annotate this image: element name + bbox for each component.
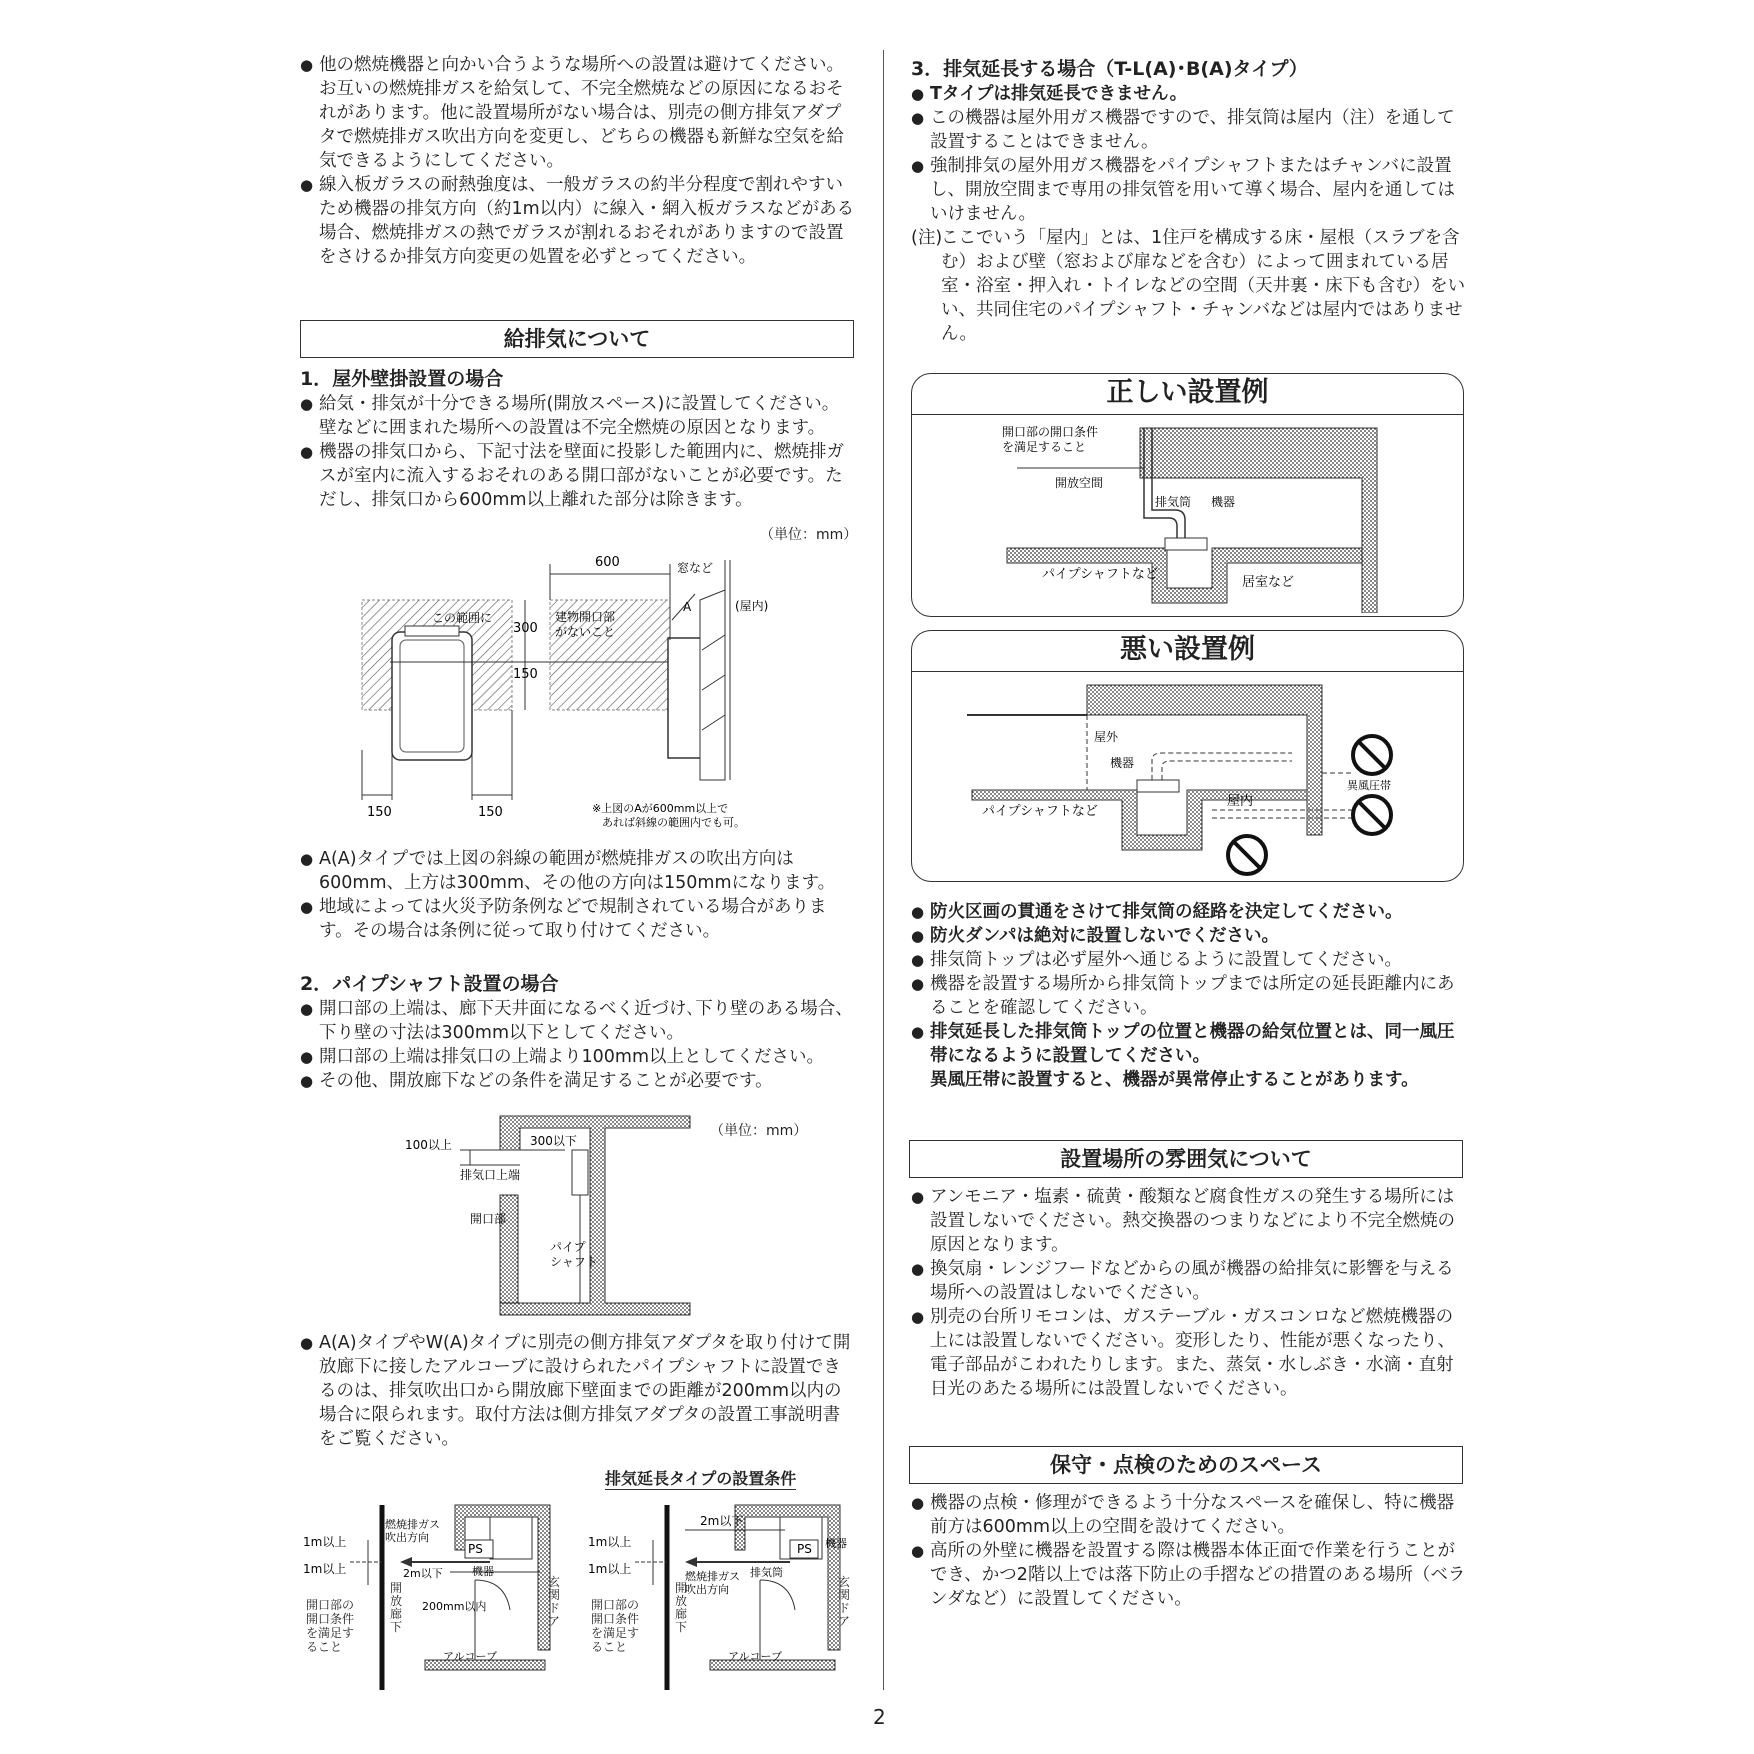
no-icon-upper xyxy=(1353,736,1391,774)
sub2-bullet-3: ● その他、開放廊下などの条件を満足することが必要です。 xyxy=(300,1069,855,1093)
bad-label-indoor: 屋内 xyxy=(1227,794,1254,809)
label-range: この範囲に xyxy=(432,611,493,625)
subsection-3 xyxy=(911,56,1466,346)
ext1-2m: 2m以下 xyxy=(403,1567,443,1580)
dim-150-vertical: 150 xyxy=(513,667,538,682)
sub2-after xyxy=(300,1331,855,1451)
ext1-alcove: アルコーブ xyxy=(443,1650,498,1663)
diagram-note-2: あれば斜線の範囲内でも可。 xyxy=(602,816,745,829)
good-label-pipe: 排気筒 xyxy=(1155,495,1192,509)
section-title-atmosphere: 設置場所の雰囲気について xyxy=(909,1140,1463,1178)
note-text: ここでいう「屋内」とは、1住戸を構成する床・屋根（スラブを含む）および壁（窓および扉などを含む）によって囲まれている居室・浴室・押入れ・トイレなどの空間（天井裏・床下も含む）をいい、共同住宅のパイプシャフト・チャンバなどは屋内ではありません。 xyxy=(941,228,1466,344)
ext2-unit: 機器 xyxy=(825,1537,847,1550)
ext1-door: 玄 関 ド ア xyxy=(548,1575,561,1628)
ext1-gas-2: 吹出方向 xyxy=(385,1531,429,1544)
wall-side xyxy=(700,590,725,780)
pipe-shaft-diagram xyxy=(400,1113,700,1323)
water-heater-side xyxy=(668,638,702,758)
subsection-1-heading: 1．屋外壁掛設置の場合 xyxy=(300,368,504,390)
atmos-bullet-1: ● アンモニア・塩素・硫黄・酸類など腐食性ガスの発生する場所には設置しないでください。熱交換器のつまりなどにより不完全燃焼の原因となります。 xyxy=(911,1185,1466,1257)
atmos-bullet-2: ● 換気扇・レンジフードなどからの風が機器の給排気に影響を与える場所への設置はしないでください。 xyxy=(911,1257,1466,1305)
ext1-1m-above-b: 1m以上 xyxy=(303,1562,347,1576)
sub1-bullet-2: ● 機器の排気口から、下記寸法を壁面に投影した範囲内に、燃焼排ガスが室内に流入するおそれのある開口部がないことが必要です。ただし、排気口から600mm以上離れた部分は除きます。 xyxy=(300,440,855,512)
sub3-bullet-3: ● 強制排気の屋外用ガス機器をパイプシャフトまたはチャンバに設置し、開放空間まで専用の排気管を用いて導く場合、屋内を通してはいけません。 xyxy=(911,154,1466,226)
atmos-bullets xyxy=(911,1185,1466,1401)
ext-diagrams-title: 排気延長タイプの設置条件 xyxy=(605,1466,796,1490)
ext1-opening-cond: 開口部の 開口条件 を満足す ること xyxy=(306,1598,355,1654)
after-bullet-5: ● 排気延長した排気筒トップの位置と機器の給気位置とは、同一風圧帯になるように設置してください。 xyxy=(911,1020,1466,1068)
label-100-above: 100以上 xyxy=(405,1138,452,1152)
page-number: 2 xyxy=(873,1705,886,1729)
good-label-ps: パイプシャフトなど xyxy=(1042,567,1158,582)
label-pipe: パイプ xyxy=(550,1240,586,1254)
good-example-diagram xyxy=(912,418,1463,613)
ext1-200mm: 200mm以内 xyxy=(422,1600,487,1613)
bad-example-diagram xyxy=(912,675,1463,880)
ext2-1m-above-a: 1m以上 xyxy=(588,1535,632,1549)
bad-label-unit: 機器 xyxy=(1110,756,1135,770)
ext2-2m: 2m以下 xyxy=(700,1514,744,1528)
bad-label-outdoor: 屋外 xyxy=(1094,730,1119,744)
label-window: 窓など xyxy=(677,561,714,575)
dim-150-left: 150 xyxy=(367,805,392,820)
unit-label-2: （単位：mm） xyxy=(710,1123,808,1139)
ext1-1m-above-a: 1m以上 xyxy=(303,1535,347,1549)
dim-150-right: 150 xyxy=(478,805,503,820)
ext1-gas-1: 燃焼排ガス xyxy=(385,1518,440,1531)
subsection-1 xyxy=(300,366,855,512)
intro-bullet-2: ● 線入板ガラスの耐熱強度は、一般ガラスの約半分程度で割れやすいため機器の排気方向（約1m以内）に線入・網入板ガラスなどがある場合、燃焼排ガスの熱でガラスが割れるおそれがありますので設置をさけるか排気方向変更の処置を必ずとってください。 xyxy=(300,173,855,269)
intro-bullets xyxy=(300,53,855,269)
label-indoor: (屋内) xyxy=(735,599,769,613)
sub2-bullet-2: ● 開口部の上端は排気口の上端より100mm以上としてください。 xyxy=(300,1045,855,1069)
sub3-note xyxy=(911,226,1466,346)
ext2-corridor: 開 放 廊 下 xyxy=(675,1581,688,1634)
good-example-box xyxy=(911,373,1464,617)
label-opening-2: がないこと xyxy=(555,625,616,639)
water-heater-front xyxy=(392,632,472,760)
sub1-after-bullet-1: ● A(A)タイプでは上図の斜線の範囲が燃焼排ガスの吹出方向は600mm、上方は300mm、その他の方向は150mmになります。 xyxy=(300,847,855,895)
atmos-bullet-3: ● 別売の台所リモコンは、ガステーブル・ガスコンロなど燃焼機器の上には設置しないでください。変形したり、性能が悪くなったり、電子部品がこわれたりします。また、蒸気・水しぶき・水滴・直射日光のあたる場所には設置しないでください。 xyxy=(911,1305,1466,1401)
ext2-pipe: 排気筒 xyxy=(750,1566,783,1579)
diagram-note-1: ※上図のAが600mm以上で xyxy=(592,802,729,815)
ext2-1m-above-b: 1m以上 xyxy=(588,1562,632,1576)
ext1-ps: PS xyxy=(468,1542,483,1556)
shaft-walls xyxy=(500,1116,690,1315)
ext1-corridor: 開 放 廊 下 xyxy=(390,1581,403,1634)
note-mark: (注) xyxy=(911,228,943,248)
no-icon-lower xyxy=(1228,836,1266,874)
good-label-room: 居室など xyxy=(1242,575,1295,590)
good-example-title: 正しい設置例 xyxy=(912,374,1463,415)
section-title-maintenance: 保守・点検のためのスペース xyxy=(909,1446,1463,1484)
intro-bullet-1: ● 他の燃焼機器と向かい合うような場所への設置は避けてください。お互いの燃焼排ガスを給気して、不完全燃焼などの原因になるおそれがあります。他に設置場所がない場合は、別売の側方排気アダプタで燃焼排ガス吹出方向を変更し、どちらの機器も新鮮な空気を給気できるようにしてください。 xyxy=(300,53,855,173)
maint-bullet-2: ● 高所の外壁に機器を設置する際は機器本体正面で作業を行うことができ、かつ2階以上では落下防止の手摺などの措置のある場所（ベランダなど）に設置してください。 xyxy=(911,1539,1466,1611)
sub1-after-bullet-2: ● 地域によっては火災予防条例などで規制されている場合があります。その場合は条例に従って取り付けてください。 xyxy=(300,895,855,943)
subsection-3-heading: 3．排気延長する場合（T-L(A)･B(A)タイプ） xyxy=(911,58,1308,80)
ext2-opening-cond: 開口部の 開口条件 を満足す ること xyxy=(591,1598,640,1654)
sub2-bullet-1: ● 開口部の上端は、廊下天井面になるべく近づけ､下り壁のある場合、下り壁の寸法は300mm以下としてください。 xyxy=(300,997,855,1045)
after-bullet-2: ● 防火ダンパは絶対に設置しないでください。 xyxy=(911,924,1466,948)
clearance-diagram xyxy=(350,550,850,835)
label-shaft: シャフト xyxy=(550,1255,598,1269)
ext2-door: 玄 関 ド ア xyxy=(838,1575,851,1628)
label-A: A xyxy=(683,600,692,614)
section-title-ventilation: 給排気について xyxy=(300,320,854,358)
good-label-open: 開放空間 xyxy=(1055,476,1104,490)
bad-label-diff: 異風圧帯 xyxy=(1347,779,1391,792)
after-note: 異風圧帯に設置すると、機器が異常停止することがあります。 xyxy=(930,1070,1419,1090)
sub2-after-bullet: ● A(A)タイプやW(A)タイプに別売の側方排気アダプタを取り付けて開放廊下に接したアルコーブに設けられたパイプシャフトに設置できるのは、排気吹出口から開放廊下壁面までの距離が200mm以内の場合に限られます。取付方法は側方排気アダプタの設置工事説明書をご覧ください。 xyxy=(300,1331,855,1451)
after-bullet-4: ● 機器を設置する場所から排気筒トップまでは所定の延長距離内にあることを確認してください。 xyxy=(911,972,1466,1020)
ext2-gas-1: 燃焼排ガス xyxy=(685,1570,740,1583)
good-label-unit: 機器 xyxy=(1211,495,1236,509)
after-bullet-1: ● 防火区画の貫通をさけて排気筒の経路を決定してください。 xyxy=(911,900,1466,924)
ext2-ps: PS xyxy=(797,1542,812,1556)
unit-label-1: （単位：mm） xyxy=(760,527,858,543)
shaft-unit xyxy=(572,1150,588,1195)
dim-600: 600 xyxy=(595,555,620,570)
exhaust-top xyxy=(405,626,459,636)
sub1-after-bullets xyxy=(300,847,855,943)
label-opening: 開口部 xyxy=(470,1212,507,1226)
good-label-cond-2: を満足すること xyxy=(1002,440,1087,454)
sub3-bullet-2: ● この機器は屋外用ガス機器ですので、排気筒は屋内（注）を通して設置することはできません。 xyxy=(911,106,1466,154)
label-exhaust-top: 排気口上端 xyxy=(460,1168,521,1182)
subsection-2-heading: 2．パイプシャフト設置の場合 xyxy=(300,973,559,995)
good-label-cond-1: 開口部の開口条件 xyxy=(1002,425,1099,439)
label-300-below: 300以下 xyxy=(530,1134,577,1148)
maint-bullet-1: ● 機器の点検・修理ができるよう十分なスペースを確保し、特に機器前方は600mm以上の空間を設けてください。 xyxy=(911,1491,1466,1539)
ext2-gas-2: 吹出方向 xyxy=(685,1583,729,1596)
subsection-2 xyxy=(300,971,855,1093)
right-after-bullets xyxy=(911,900,1466,1092)
after-bullet-3: ● 排気筒トップは必ず屋外へ通じるように設置してください。 xyxy=(911,948,1466,972)
bad-example-box xyxy=(911,630,1464,882)
bad-example-title: 悪い設置例 xyxy=(912,631,1463,672)
sub3-bullet-1: ● Tタイプは排気延長できません。 xyxy=(911,82,1466,106)
dim-300: 300 xyxy=(513,621,538,636)
maint-bullets xyxy=(911,1491,1466,1611)
bad-label-ps: パイプシャフトなど xyxy=(982,804,1098,819)
ext2-alcove: アルコーブ xyxy=(728,1650,783,1663)
sub1-bullet-1: ● 給気・排気が十分できる場所(開放スペース)に設置してください。壁などに囲まれた場所への設置は不完全燃焼の原因となります。 xyxy=(300,392,855,440)
no-icon-right xyxy=(1353,796,1391,834)
label-opening-1: 建物開口部 xyxy=(555,610,616,624)
ext1-unit: 機器 xyxy=(472,1565,494,1578)
column-divider xyxy=(883,50,884,1690)
